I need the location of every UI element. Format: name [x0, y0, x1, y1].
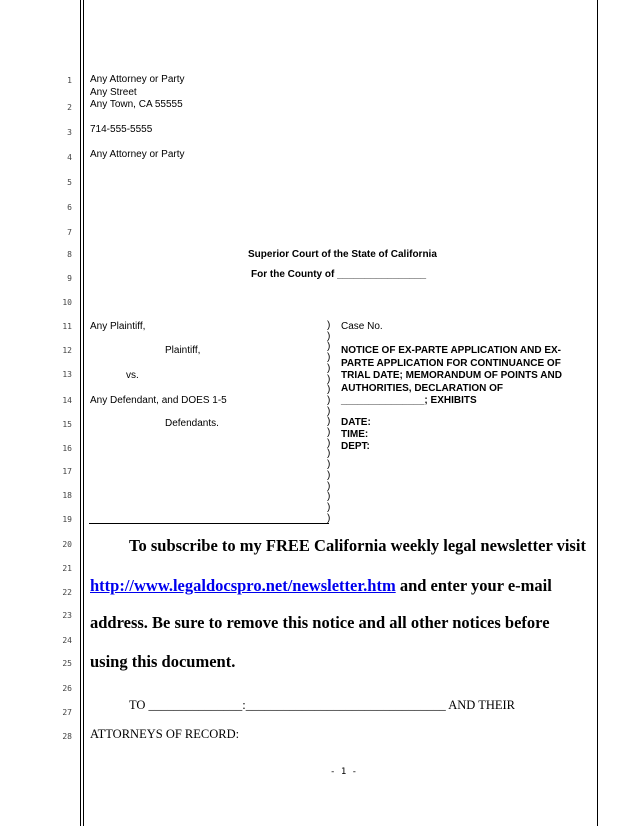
line-number: 19 — [62, 515, 72, 524]
court-county: For the County of ________________ — [251, 269, 427, 280]
line-number: 9 — [67, 274, 72, 283]
line-number: 15 — [62, 420, 72, 429]
notice-line-3: address. Be sure to remove this notice and all other notices before — [90, 613, 550, 632]
page-number: - 1 - — [330, 767, 358, 777]
line-number: 18 — [62, 491, 72, 500]
line-number: 1 — [67, 76, 72, 85]
hearing-time-label: TIME: — [341, 429, 369, 440]
document-title-tail: _______________; EXHIBITS — [341, 395, 477, 406]
line-number: 11 — [62, 322, 72, 331]
line-number: 7 — [67, 228, 72, 237]
versus: vs. — [126, 370, 139, 381]
notice-line-2 — [90, 576, 552, 596]
document-title-text: NOTICE OF EX-PARTE APPLICATION AND EX-PARTE APPLICATION FOR CONTINUANCE OF TRIAL DATE; MEMORANDUM OF POINTS AND AUTHORITIES, DECLARATION OF — [341, 345, 562, 394]
line-number: 8 — [67, 250, 72, 259]
line-number: 23 — [62, 611, 72, 620]
to-line: TO _______________:________________________________ AND THEIR — [129, 698, 515, 712]
attorney-for: Any Attorney or Party — [90, 149, 185, 160]
plaintiff-name: Any Plaintiff, — [90, 321, 146, 332]
line-number: 2 — [67, 103, 72, 112]
line-number: 13 — [62, 370, 72, 379]
line-number: 25 — [62, 659, 72, 668]
notice-line-1: To subscribe to my FREE California weekly legal newsletter visit — [129, 536, 586, 555]
line-number: 22 — [62, 588, 72, 597]
line-number: 21 — [62, 564, 72, 573]
left-margin-rule-outer — [80, 0, 81, 826]
line-number: 5 — [67, 178, 72, 187]
notice-line-2-rest: and enter your e-mail — [395, 576, 552, 595]
line-number: 4 — [67, 153, 72, 162]
line-number: 6 — [67, 203, 72, 212]
right-margin-rule — [597, 0, 598, 826]
plaintiff-role: Plaintiff, — [165, 345, 201, 356]
line-number: 3 — [67, 128, 72, 137]
attorney-city: Any Town, CA 55555 — [90, 99, 183, 110]
hearing-date-label: DATE: — [341, 417, 371, 428]
attorney-phone: 714-555-5555 — [90, 124, 153, 135]
case-number-label: Case No. — [341, 321, 383, 332]
line-number: 24 — [62, 636, 72, 645]
line-number: 16 — [62, 444, 72, 453]
line-number: 26 — [62, 684, 72, 693]
caption-parentheses: ) ) ) ) ) ) ) ) ) ) ) ) ) ) ) ) ) ) ) — [327, 320, 331, 524]
line-number: 14 — [62, 396, 72, 405]
attorney-name: Any Attorney or Party — [90, 74, 185, 85]
caption-underline — [89, 523, 329, 524]
document-title — [341, 345, 581, 408]
line-number: 27 — [62, 708, 72, 717]
attorney-street: Any Street — [90, 87, 137, 98]
notice-line-4: using this document. — [90, 652, 236, 671]
defendant-name: Any Defendant, and DOES 1-5 — [90, 395, 227, 406]
line-number: 12 — [62, 346, 72, 355]
line-number: 10 — [62, 298, 72, 307]
line-number: 20 — [62, 540, 72, 549]
left-margin-rule-inner — [83, 0, 84, 826]
line-number: 28 — [62, 732, 72, 741]
court-name: Superior Court of the State of California — [248, 249, 437, 260]
attorneys-of-record: ATTORNEYS OF RECORD: — [90, 727, 240, 741]
line-number: 17 — [62, 467, 72, 476]
defendant-role: Defendants. — [165, 418, 219, 429]
hearing-info — [341, 417, 581, 453]
hearing-dept-label: DEPT: — [341, 441, 370, 452]
newsletter-link[interactable]: http://www.legaldocspro.net/newsletter.htm — [90, 576, 396, 595]
